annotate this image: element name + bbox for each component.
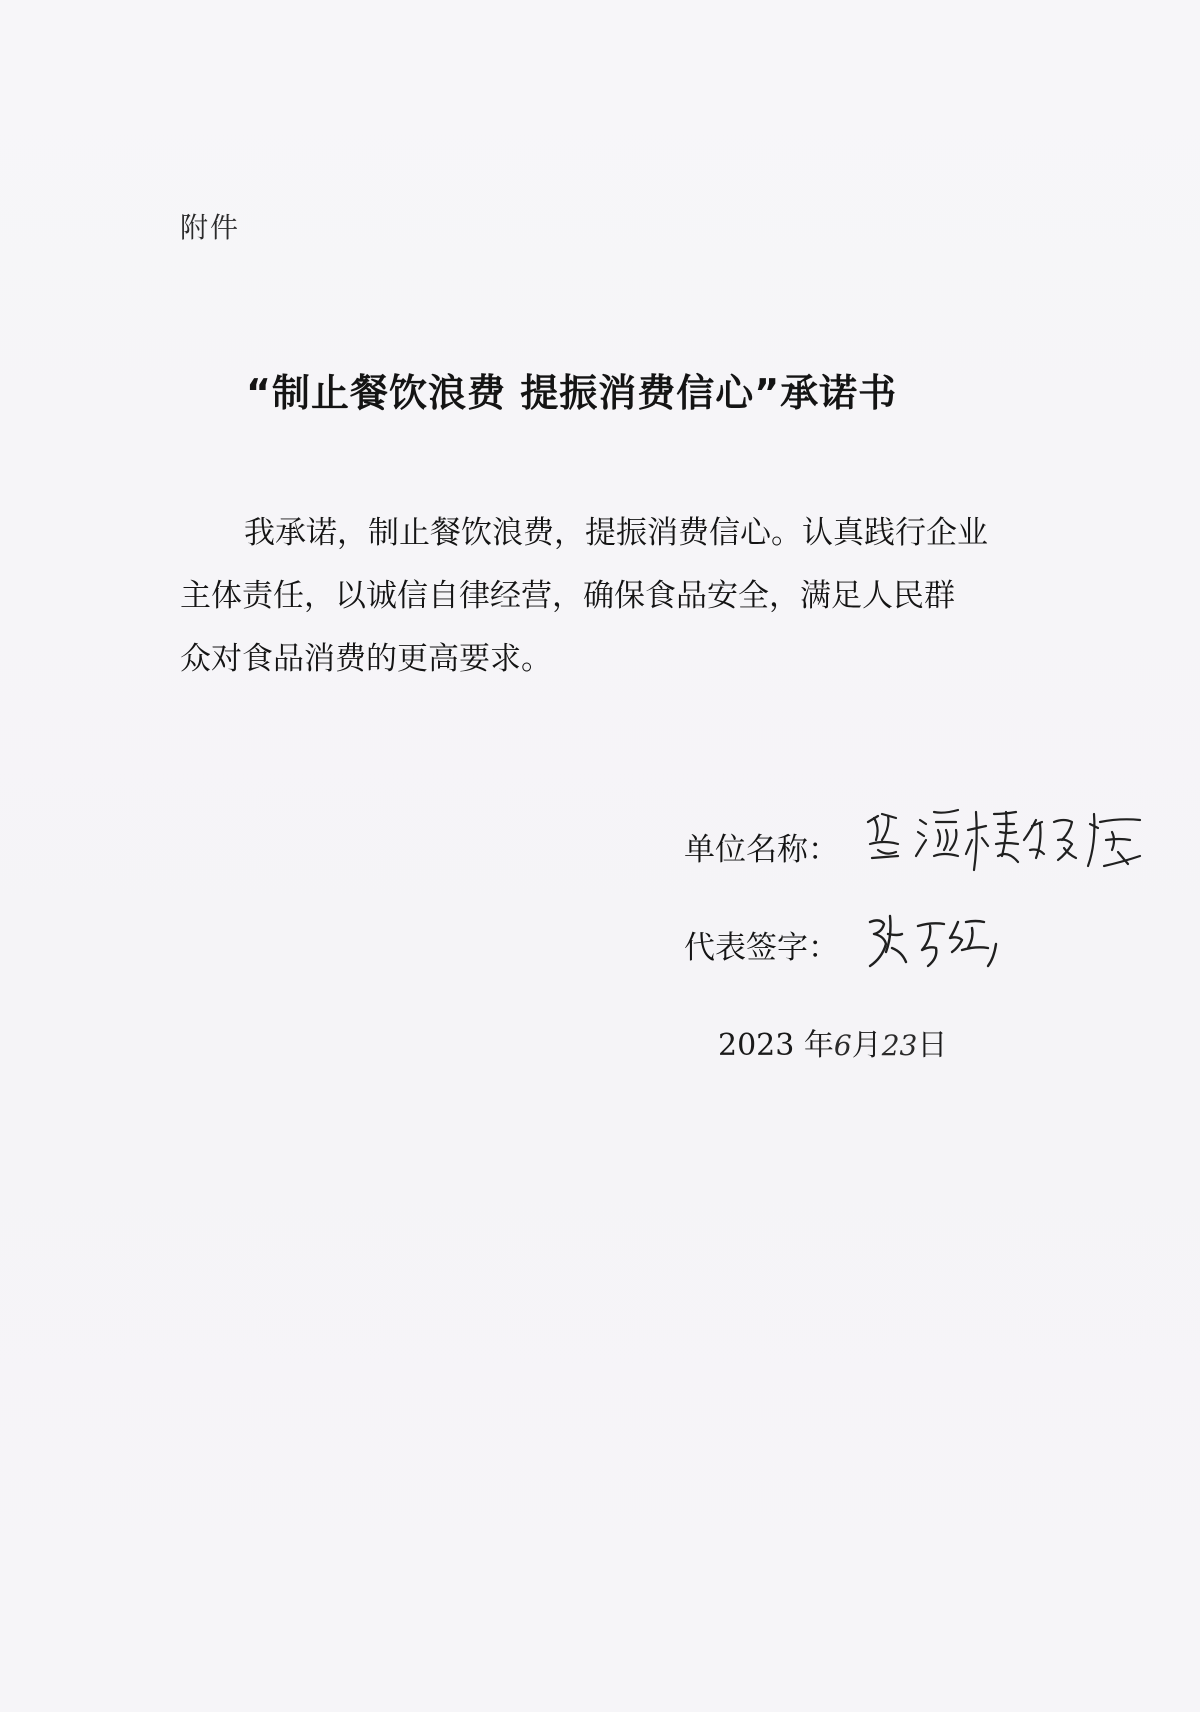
signing-date [718, 1020, 947, 1064]
representative-signature [862, 908, 1012, 978]
date-month-char: 月 [851, 1028, 882, 1063]
date-day-char: 日 [917, 1028, 948, 1063]
body-line-1: 我承诺，制止餐饮浪费，提振消费信心。认真践行企业 [244, 515, 988, 551]
date-day: 23 [881, 1029, 918, 1062]
representative-label: 代表签字： [684, 930, 839, 966]
unit-name-handwriting [860, 800, 1160, 880]
body-line-2: 主体责任，以诚信自律经营，确保食品安全，满足人民群 [180, 578, 955, 614]
unit-name-label: 单位名称： [684, 832, 839, 868]
commitment-body [180, 502, 1060, 691]
date-year: 2023 [718, 1028, 795, 1063]
commitment-paragraph [180, 502, 1060, 691]
body-line-3: 众对食品消费的更高要求。 [180, 641, 552, 677]
date-year-char: 年 [803, 1028, 834, 1063]
attachment-label: 附件 [180, 211, 241, 244]
page-title: “制止餐饮浪费 提振消费信心”承诺书 [246, 371, 898, 415]
date-month: 6 [833, 1029, 852, 1062]
